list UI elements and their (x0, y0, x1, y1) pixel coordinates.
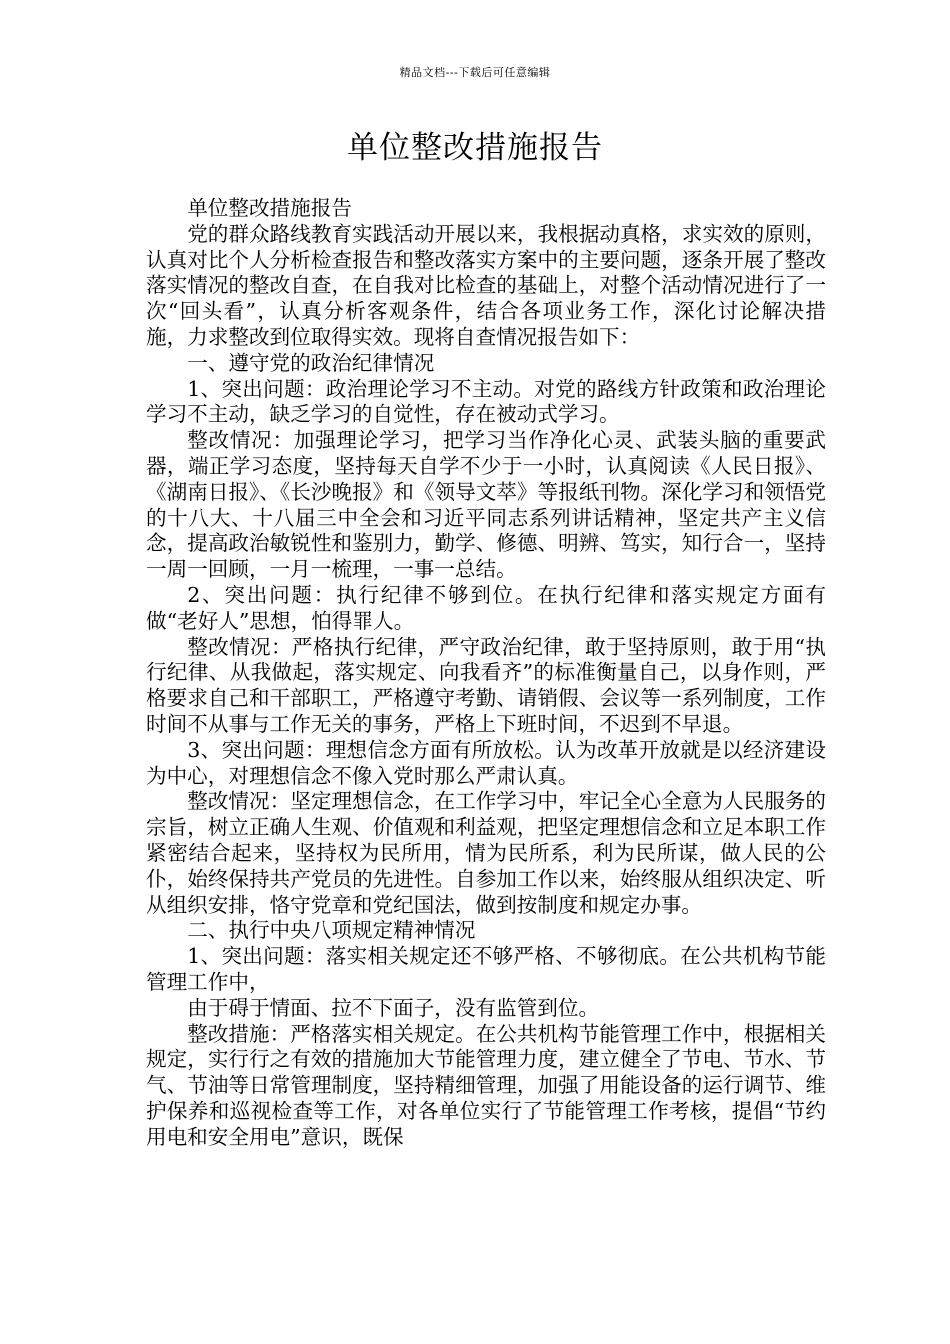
paragraph-problem-4: 1、突出问题：落实相关规定还不够严格、不够彻底。在公共机构节能管理工作中， (146, 944, 826, 994)
paragraph-rectification-4: 整改措施：严格落实相关规定。在公共机构节能管理工作中，根据相关规定，实行行之有效的措施加大节能管理力度，建立健全了节电、节水、节气、节油等日常管理制度，坚持精细管理，加强了用能设备的运行调节、维护保养和巡视检查等工作，对各单位实行了节能管理工作考核，提倡“节约用电和安全用电”意识，既保 (146, 1021, 826, 1149)
header-note: 精品文档---下载后可任意编辑 (399, 66, 551, 79)
document-title: 单位整改措施报告 (347, 130, 603, 166)
paragraph-intro: 党的群众路线教育实践活动开展以来，我根据动真格，求实效的原则，认真对比个人分析检查报告和整改落实方案中的主要问题，逐条开展了整改落实情况的整改自查，在自我对比检查的基础上，对整个活动情况进行了一次“回头看”，认真分析客观条件，结合各项业务工作，深化讨论解决措施，力求整改到位取得实效。现将自查情况报告如下： (146, 221, 826, 349)
paragraph-subtitle: 单位整改措施报告 (187, 196, 352, 220)
document-body (146, 196, 826, 1150)
paragraph-problem-1: 1、突出问题：政治理论学习不主动。对党的路线方针政策和政治理论学习不主动，缺乏学习的自觉性，存在被动式学习。 (146, 376, 826, 427)
paragraph-rectification-2: 整改情况：严格执行纪律，严守政治纪律，敢于坚持原则，敢于用“执行纪律、从我做起，落实规定、向我看齐”的标准衡量自己，以身作则，严格要求自己和干部职工，严格遵守考勤、请销假、会议等一系列制度，工作时间不从事与工作无关的事务，严格上下班时间，不迟到不早退。 (146, 634, 826, 736)
paragraph-problem-2: 2、突出问题：执行纪律不够到位。在执行纪律和落实规定方面有做“老好人”思想，怕得罪人。 (146, 582, 826, 633)
paragraph-rectification-1: 整改情况：加强理论学习，把学习当作净化心灵、武装头脑的重要武器，端正学习态度，坚持每天自学不少于一小时，认真阅读《人民日报》、《湖南日报》、《长沙晚报》和《领导文萃》等报纸刊物。深化学习和领悟党的十八大、十八届三中全会和习近平同志系列讲话精神，坚定共产主义信念，提高政治敏锐性和鉴别力，勤学、修德、明辨、笃实，知行合一，坚持一周一回顾，一月一梳理，一事一总结。 (146, 428, 826, 582)
section-heading-1: 一、遵守党的政治纪律情况 (187, 350, 435, 375)
paragraph-problem-4-continued: 由于碍于情面、拉不下面子，没有监管到位。 (187, 995, 600, 1020)
paragraph-problem-3: 3、突出问题：理想信念方面有所放松。认为改革开放就是以经济建设为中心，对理想信念不像入党时那么严肃认真。 (146, 737, 826, 788)
paragraph-rectification-3: 整改情况：坚定理想信念，在工作学习中，牢记全心全意为人民服务的宗旨，树立正确人生观、价值观和利益观，把坚定理想信念和立足本职工作紧密结合起来，坚持权为民所用，情为民所系，利为民所谋，做人民的公仆，始终保持共产党员的先进性。自参加工作以来，始终服从组织决定、听从组织安排，恪守党章和党纪国法，做到按制度和规定办事。 (146, 789, 826, 917)
section-heading-2: 二、执行中央八项规定精神情况 (187, 918, 476, 943)
